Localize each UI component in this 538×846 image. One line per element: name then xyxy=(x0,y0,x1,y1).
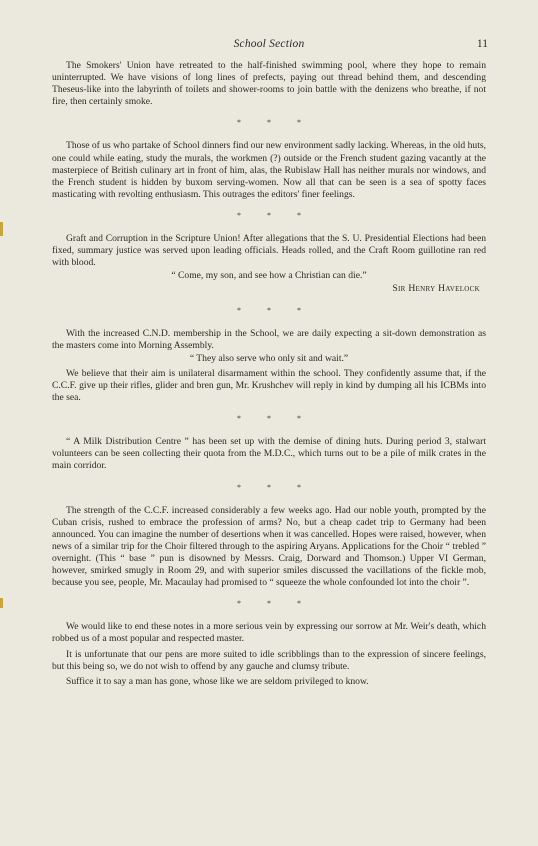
paragraph: We believe that their aim is unilateral disarmament within the school. They confidently assume that, if the C.C.F. give up their rifles, glider and bren gun, Mr. Krushchev will reply in kind by dumping all his ICBMs into the sea. xyxy=(52,367,486,404)
quotation: “ They also serve who only sit and wait.” xyxy=(189,352,349,364)
paragraph: With the increased C.N.D. membership in the School, we are daily expecting a sit-down demonstration as the masters come into Morning Assembly. xyxy=(52,327,486,351)
section-divider: * * * xyxy=(237,210,313,220)
paragraph: Those of us who partake of School dinners find our new environment sadly lacking. Whereas, in the old huts, one could while eating, study the murals, the workmen (?) outside or the French student gazing vacantly at the masterpiece of British culinary art in front of him, alas, the Rubislaw Hall has neither murals nor windows, and the French student is hidden by buxom serving-women. Now all that can be seen is a sea of spotty faces masticating with revolting enthusiasm. This outrages the editors' finer feelings. xyxy=(52,140,486,200)
page-header xyxy=(50,38,488,54)
margin-mark xyxy=(0,222,3,236)
paragraph: Suffice it to say a man has gone, whose like we are seldom privileged to know. xyxy=(66,675,369,687)
page-number: 11 xyxy=(476,38,488,50)
section-divider: * * * xyxy=(237,414,313,424)
paragraph: We would like to end these notes in a more serious vein by expressing our sorrow at Mr. Weir's death, which robbed us of a most popular and respected master. xyxy=(52,621,486,645)
article-body xyxy=(52,60,486,688)
margin-mark xyxy=(0,598,3,608)
section-divider: * * * xyxy=(237,305,313,315)
section-divider: * * * xyxy=(237,599,313,609)
quote-attribution: Sir Henry Havelock xyxy=(392,283,480,295)
paragraph: “ A Milk Distribution Centre ” has been set up with the demise of dining huts. During period 3, stalwart volunteers can be seen collecting their quota from the M.D.C., which turns out to be a pile of milk crates in the main corridor. xyxy=(52,436,486,472)
paragraph: Graft and Corruption in the Scripture Union! After allegations that the S. U. Presidential Elections had been fixed, summary justice was served upon leading officials. Heads rolled, and the Craft Room guillotine ran red with blood. xyxy=(52,233,486,269)
quotation: “ Come, my son, and see how a Christian can die.” xyxy=(171,270,367,282)
section-divider: * * * xyxy=(237,118,313,128)
paragraph: The Smokers' Union have retreated to the half-finished swimming pool, where they hope to remain uninterrupted. We have visions of long lines of prefects, paying out thread behind them, and descending Theseus-like into the labyrinth of toilets and shower-rooms to join battle with the denizens who breathe, if not fire, then certainly smoke. xyxy=(52,60,486,108)
paragraph: The strength of the C.C.F. increased considerably a few weeks ago. Had our noble youth, prompted by the Cuban crisis, rushed to embrace the profession of arms? No, but a cheap cadet trip to Germany had been announced. You can imagine the number of desertions when it was cancelled. Hopes were raised, however, when news of a similar trip for the Choir filtered through to the aspiring Aryans. Applications for the Choir “ trebled ” overnight. (This “ base ” pun is disowned by Messrs. Craig, Dorward and Thomson.) Upper VI German, however, smirked smugly in Room 29, and with superior smiles discussed the vacillations of the fickle mob, because you see, people, Mr. Macaulay had promised to “ squeeze the whole confounded lot into the choir ”. xyxy=(52,504,486,589)
paragraph: It is unfortunate that our pens are more suited to idle scribblings than to the expression of sincere feelings, but this being so, we do not wish to offend by any gauche and clumsy tribute. xyxy=(52,648,486,672)
section-divider: * * * xyxy=(237,482,313,492)
running-title: School Section xyxy=(233,38,305,50)
